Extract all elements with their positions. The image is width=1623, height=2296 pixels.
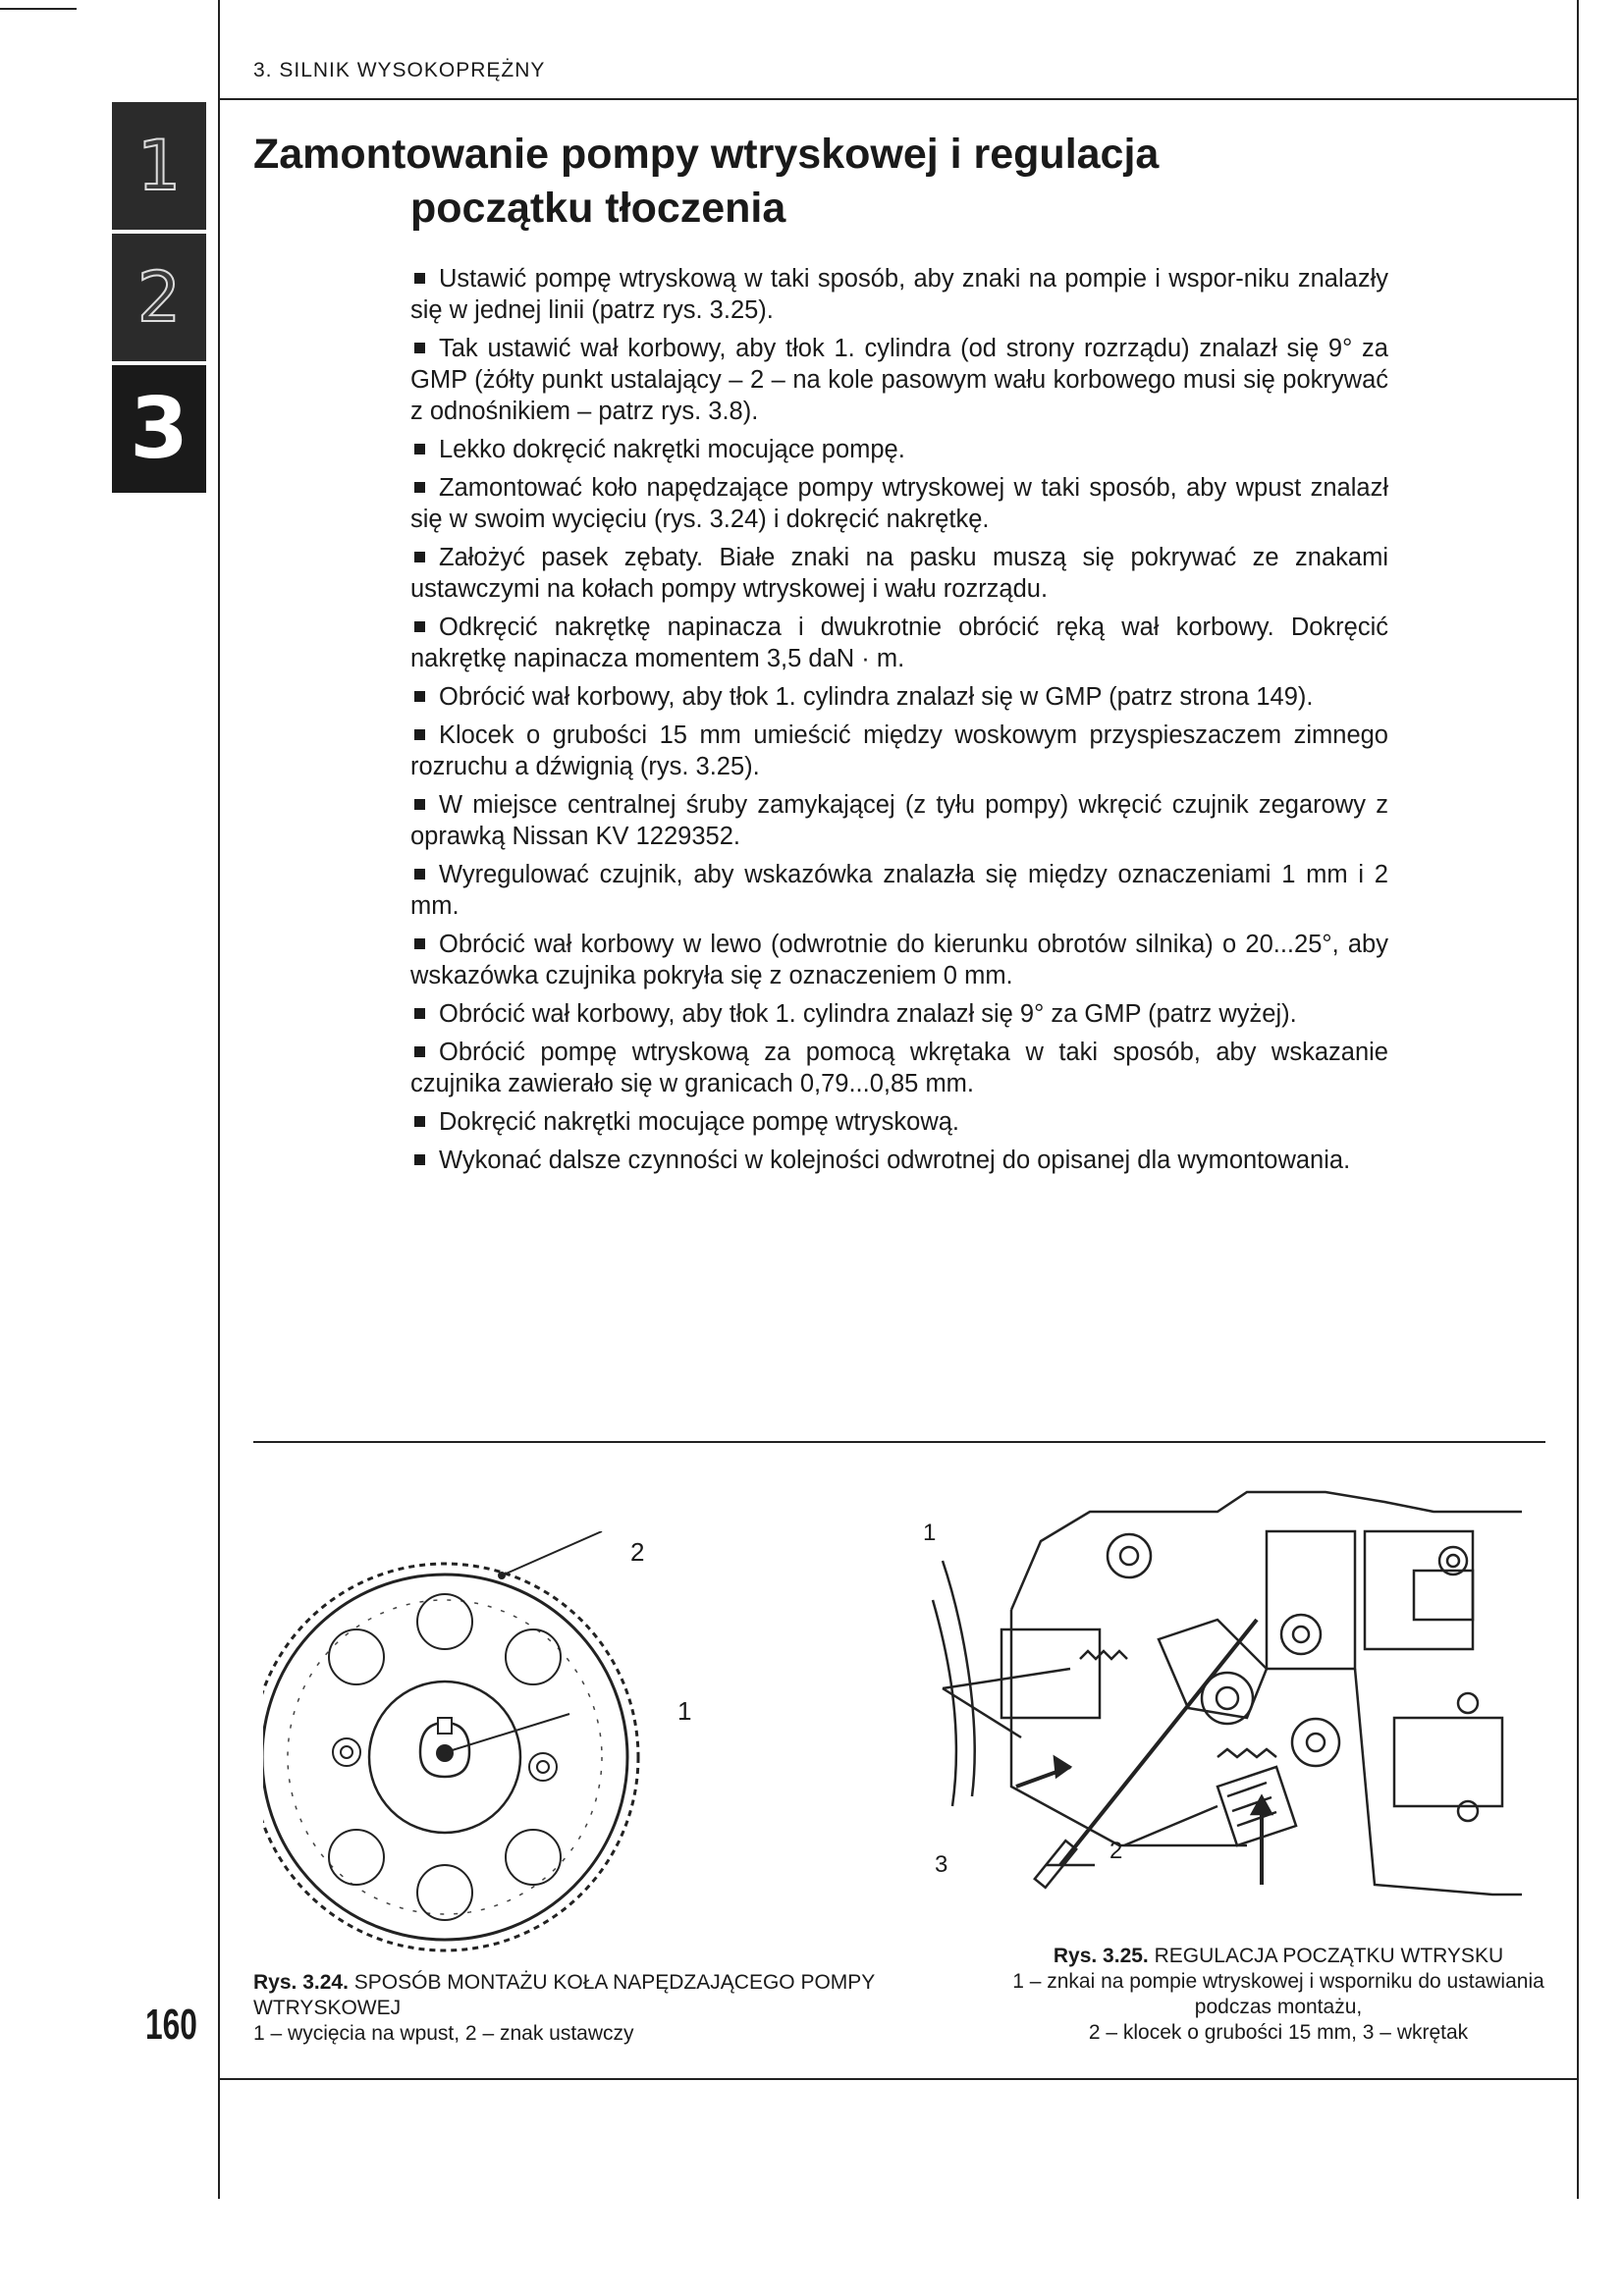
top-corner-line (0, 8, 77, 10)
fig25-caption-number: Rys. 3.25. (1053, 1945, 1149, 1967)
step-item (410, 472, 1388, 535)
figure-3-24-caption (253, 1970, 901, 2047)
step-text: Dokręcić nakrętki mocujące pompę wtryskową. (439, 1108, 960, 1136)
figure-3-25-pump-drawing (923, 1472, 1522, 1944)
step-item (410, 929, 1388, 991)
page-number: 160 (145, 2001, 197, 2049)
bullet-icon (414, 1154, 425, 1165)
chapter-tab-2-label: 2 (136, 257, 182, 338)
step-text: Obrócić wał korbowy, aby tłok 1. cylindra znalazł się w GMP (patrz strona 149). (439, 683, 1314, 711)
procedure-steps (410, 263, 1388, 1183)
bullet-icon (414, 869, 425, 880)
step-text: W miejsce centralnej śruby zamykającej (z tyłu pompy) wkręcić czujnik zegarowy z oprawką Nissan KV 1229352. (410, 791, 1388, 850)
page-title-line-1: Zamontowanie pompy wtryskowej i regulacja (253, 131, 1160, 178)
bullet-icon (414, 938, 425, 949)
bullet-icon (414, 729, 425, 740)
fig25-label-1: 1 (923, 1520, 937, 1546)
step-text: Obrócić pompę wtryskową za pomocą wkrętaka w taki sposób, aby wskazanie czujnika zawierało się w granicach 0,79...0,85 mm. (410, 1039, 1388, 1097)
step-item (410, 542, 1388, 605)
bullet-icon (414, 482, 425, 493)
bullet-icon (414, 1116, 425, 1127)
step-item (410, 681, 1388, 713)
fig24-caption-title: SPOSÓB MONTAŻU KOŁA NAPĘDZAJĄCEGO POMPY WTRYSKOWEJ (253, 1971, 875, 2019)
step-text: Założyć pasek zębaty. Białe znaki na pasku muszą się pokrywać ze znakami ustawczymi na kołach pompy wtryskowej i wału rozrządu. (410, 544, 1388, 603)
fig24-label-2: 2 (630, 1537, 645, 1567)
bullet-icon (414, 273, 425, 284)
figure-3-25-caption (1003, 1944, 1553, 2046)
bullet-icon (414, 552, 425, 562)
step-text: Obrócić wał korbowy w lewo (odwrotnie do kierunku obrotów silnika) o 20...25°, aby wskazówka czujnika pokryła się z oznaczeniem 0 mm. (410, 931, 1388, 989)
step-text: Klocek o grubości 15 mm umieścić między woskowym przyspieszaczem zimnego rozruchu a dźwignią (rys. 3.25). (410, 721, 1388, 780)
chapter-tab-1[interactable] (112, 102, 206, 230)
step-text: Obrócić wał korbowy, aby tłok 1. cylindra znalazł się 9° za GMP (patrz wyżej). (439, 1000, 1297, 1028)
fig24-caption-number: Rys. 3.24. (253, 1971, 349, 1994)
step-item (410, 859, 1388, 922)
step-item (410, 998, 1388, 1030)
step-text: Wykonać dalsze czynności w kolejności odwrotnej do opisanej dla wymontowania. (439, 1147, 1351, 1174)
left-margin-line (218, 0, 220, 2199)
chapter-tab-2[interactable] (112, 234, 206, 361)
bullet-icon (414, 343, 425, 353)
chapter-tab-3-label: 3 (130, 380, 189, 478)
bullet-icon (414, 691, 425, 702)
chapter-tab-1-label: 1 (136, 126, 182, 206)
step-text: Zamontować koło napędzające pompy wtryskowej w taki sposób, aby wpust znalazł się w swoim wycięciu (rys. 3.24) i dokręcić nakrętkę. (410, 474, 1388, 533)
step-item (410, 612, 1388, 674)
bullet-icon (414, 621, 425, 632)
step-item (410, 1037, 1388, 1099)
fig24-label-1: 1 (677, 1696, 692, 1726)
step-item (410, 434, 1388, 465)
fig25-label-2: 2 (1109, 1838, 1123, 1864)
header-rule (218, 98, 1577, 100)
step-item (410, 333, 1388, 427)
chapter-tab-3[interactable] (112, 365, 206, 493)
step-text: Tak ustawić wał korbowy, aby tłok 1. cylindra (od strony rozrządu) znalazł się 9° za GMP (żółty punkt ustalający – 2 – na kole pasowym wału korbowego musi się pokrywać z odnośnikiem – patrz rys. 3.8). (410, 335, 1388, 425)
page-title (253, 128, 1432, 236)
figure-separator-rule (253, 1441, 1545, 1443)
fig25-caption-title: REGULACJA POCZĄTKU WTRYSKU (1154, 1945, 1504, 1967)
fig24-caption-legend: 1 – wycięcia na wpust, 2 – znak ustawczy (253, 2022, 634, 2045)
step-item (410, 263, 1388, 326)
step-item (410, 789, 1388, 852)
figure-3-24-sprocket-drawing (263, 1531, 676, 1993)
page-title-line-2: początku tłoczenia (410, 185, 786, 232)
step-item (410, 720, 1388, 782)
bullet-icon (414, 444, 425, 454)
fig25-label-3: 3 (935, 1851, 948, 1878)
running-head: 3. SILNIK WYSOKOPRĘŻNY (253, 59, 546, 81)
right-margin-line (1577, 0, 1579, 2199)
fig25-caption-legend-a: 1 – znkai na pompie wtryskowej i wsporniku do ustawiania podczas montażu, (1012, 1970, 1544, 2018)
step-text: Wyregulować czujnik, aby wskazówka znalazła się między oznaczeniami 1 mm i 2 mm. (410, 861, 1388, 920)
step-item (410, 1106, 1388, 1138)
footer-rule (218, 2078, 1577, 2080)
bullet-icon (414, 1008, 425, 1019)
bullet-icon (414, 799, 425, 810)
fig25-caption-legend-b: 2 – klocek o grubości 15 mm, 3 – wkrętak (1088, 2021, 1469, 2044)
step-text: Ustawić pompę wtryskową w taki sposób, aby znaki na pompie i wspor-niku znalazły się w jednej linii (patrz rys. 3.25). (410, 265, 1388, 324)
bullet-icon (414, 1046, 425, 1057)
step-item (410, 1145, 1388, 1176)
step-text: Odkręcić nakrętkę napinacza i dwukrotnie obrócić ręką wał korbowy. Dokręcić nakrętkę napinacza momentem 3,5 daN · m. (410, 614, 1388, 672)
step-text: Lekko dokręcić nakrętki mocujące pompę. (439, 436, 905, 463)
